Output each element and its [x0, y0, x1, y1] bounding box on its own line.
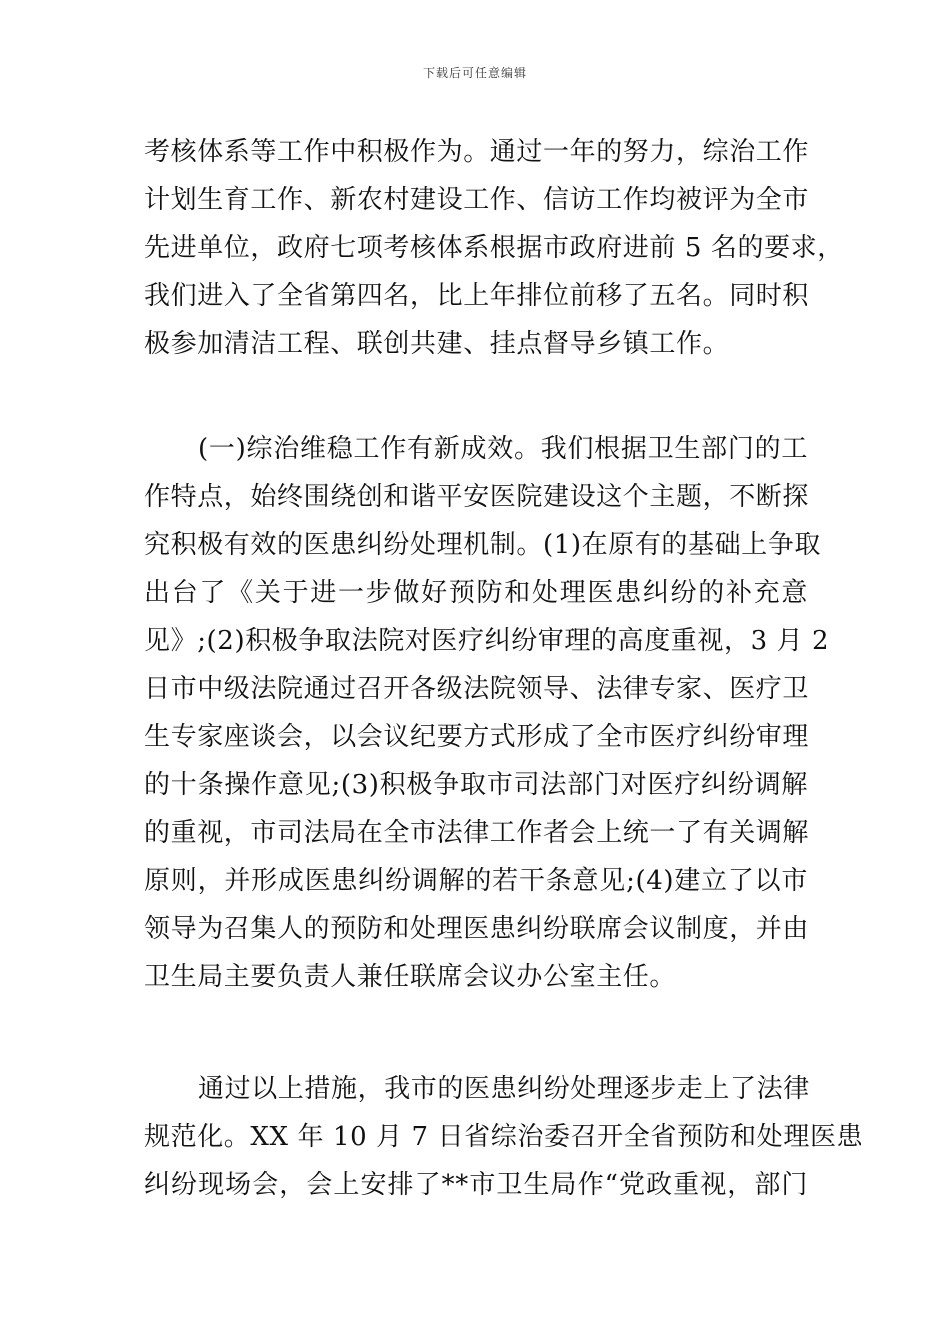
text-line: 计划生育工作、新农村建设工作、信访工作均被评为全市 [144, 185, 810, 215]
text-line: 出台了《关于进一步做好预防和处理医患纠纷的补充意 [144, 578, 808, 608]
text-line: 的十条操作意见;(3)积极争取市司法部门对医疗纠纷调解 [144, 770, 808, 800]
text-line: 的重视，市司法局在全市法律工作者会上统一了有关调解 [144, 818, 810, 848]
paragraph-3 [144, 1065, 864, 1209]
text-line: 见》;(2)积极争取法院对医疗纠纷审理的高度重视，3 月 2 [144, 626, 830, 656]
text-line: 规范化。XX 年 10 月 7 日省综治委召开全省预防和处理医患 [144, 1122, 864, 1152]
text-line: 生专家座谈会，以会议纪要方式形成了全市医疗纠纷审理 [144, 722, 810, 752]
text-line: 卫生局主要负责人兼任联席会议办公室主任。 [144, 962, 677, 992]
text-line: 日市中级法院通过召开各级法院领导、法律专家、医疗卫 [144, 674, 810, 704]
text-line: (一)综治维稳工作有新成效。我们根据卫生部门的工 [198, 434, 808, 464]
text-line: 原则，并形成医患纠纷调解的若干条意见;(4)建立了以市 [144, 866, 808, 896]
text-line: 纠纷现场会，会上安排了**市卫生局作“党政重视，部门 [144, 1170, 808, 1200]
text-line: 先进单位，政府七项考核体系根据市政府进前 5 名的要求， [144, 233, 844, 263]
text-line: 极参加清洁工程、联创共建、挂点督导乡镇工作。 [144, 329, 730, 359]
text-line: 通过以上措施，我市的医患纠纷处理逐步走上了法律 [198, 1074, 810, 1104]
text-line: 我们进入了全省第四名，比上年排位前移了五名。同时积 [144, 281, 810, 311]
paragraph-1 [144, 128, 844, 368]
text-line: 考核体系等工作中积极作为。通过一年的努力，综治工作 [144, 137, 810, 167]
text-line: 作特点，始终围绕创和谐平安医院建设这个主题，不断探 [144, 482, 810, 512]
page-header: 下载后可任意编辑 [422, 66, 527, 80]
text-line: 究积极有效的医患纠纷处理机制。(1)在原有的基础上争取 [144, 530, 822, 560]
text-line: 领导为召集人的预防和处理医患纠纷联席会议制度，并由 [144, 914, 810, 944]
paragraph-2 [144, 425, 830, 1001]
